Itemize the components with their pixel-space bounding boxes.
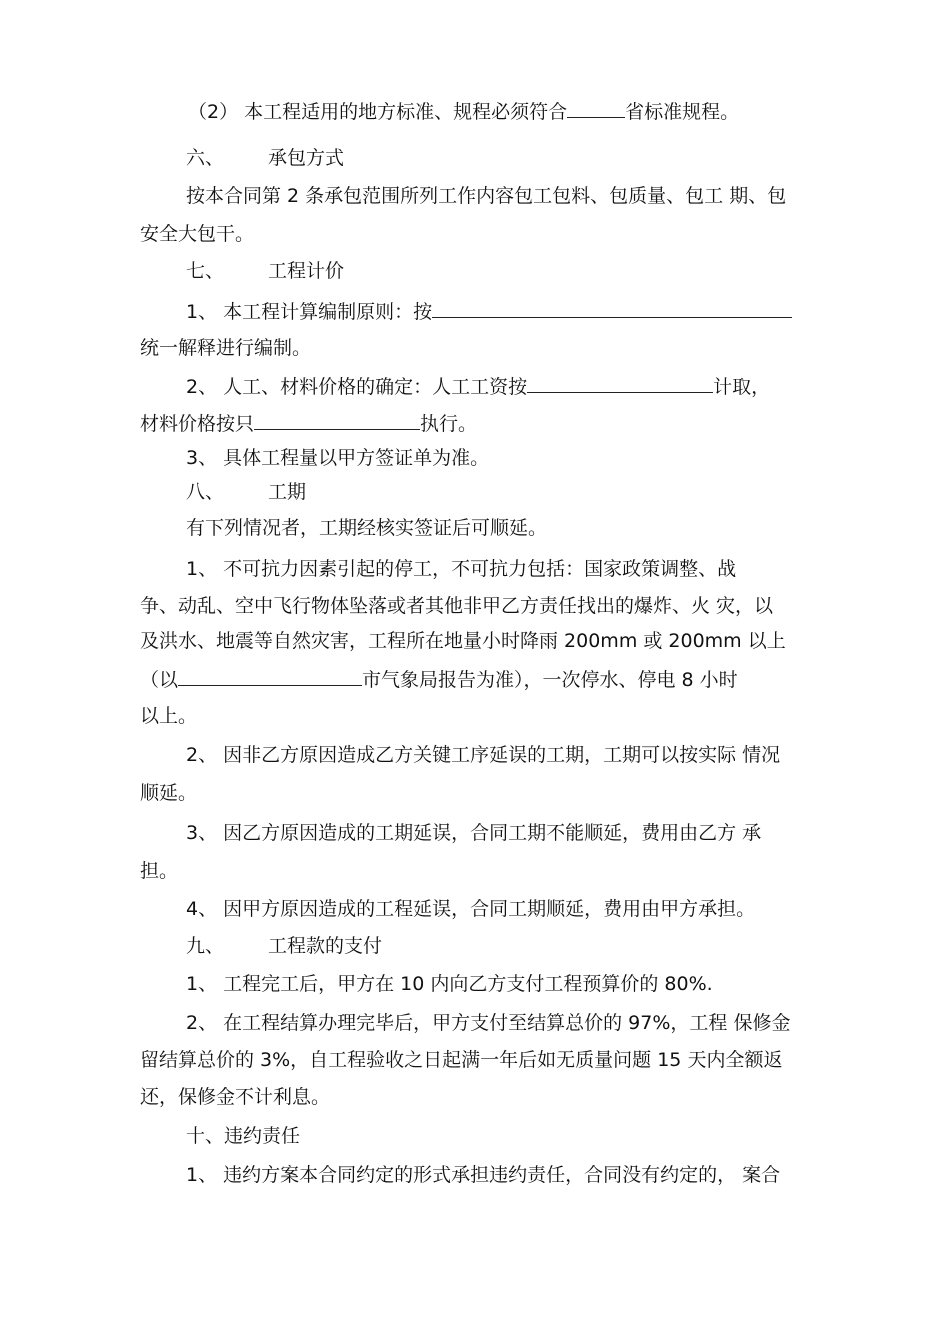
material-price-blank[interactable]	[254, 410, 420, 430]
pricing-clause-1: 1、 本工程计算编制原则：按	[186, 298, 792, 324]
payment-clause-2-line-3: 还，保修金不计利息。	[140, 1086, 331, 1108]
city-blank[interactable]	[178, 666, 362, 686]
pricing-clause-2-cont: 材料价格按只 执行。	[140, 410, 477, 436]
delay-clause-2-line-1: 2、 因非乙方原因造成乙方关键工序延误的工期，工期可以按实际 情况	[186, 744, 781, 766]
delay-clause-1-line-3: 及洪水、地震等自然灾害，工程所在地量小时降雨 200mm 或 200mm 以上	[140, 630, 786, 652]
pricing-clause-3: 3、 具体工程量以甲方签证单为准。	[186, 447, 490, 469]
payment-clause-2-line-2: 留结算总价的 3%，自工程验收之日起满一年后如无质量问题 15 天内全额返	[140, 1049, 783, 1071]
wage-blank[interactable]	[527, 373, 713, 393]
payment-clause-2-line-1: 2、 在工程结算办理完毕后，甲方支付至结算总价的 97%，工程 保修金	[186, 1012, 791, 1034]
section-7-heading: 七、 工程计价	[186, 260, 345, 282]
section-10-heading: 十、违约责任	[186, 1125, 301, 1147]
standards-clause: （2） 本工程适用的地方标准、规程必须符合 省标准规程。	[188, 98, 739, 124]
delay-clause-4: 4、 因甲方原因造成的工程延误，合同工期顺延，费用由甲方承担。	[186, 898, 756, 920]
section-6-text-line-1: 按本合同第 2 条承包范围所列工作内容包工包料、包质量、包工 期、包	[186, 185, 787, 207]
delay-clause-1-line-2: 争、动乱、空中飞行物体坠落或者其他非甲乙方责任找出的爆炸、火 灾，以	[140, 595, 774, 617]
section-6-heading: 六、 承包方式	[186, 147, 345, 169]
pricing-clause-2: 2、 人工、材料价格的确定：人工工资按 计取，	[186, 373, 770, 399]
delay-clause-3-line-2: 担。	[140, 860, 179, 882]
section-8-intro: 有下列情况者，工期经核实签证后可顺延。	[186, 517, 548, 539]
section-9-heading: 九、 工程款的支付	[186, 935, 383, 957]
delay-clause-3-line-1: 3、 因乙方原因造成的工期延误，合同工期不能顺延，费用由乙方 承	[186, 822, 762, 844]
delay-clause-1-line-5: 以上。	[140, 705, 198, 727]
province-blank[interactable]	[567, 98, 625, 118]
principle-blank[interactable]	[432, 298, 792, 318]
delay-clause-1-line-1: 1、 不可抗力因素引起的停工，不可抗力包括：国家政策调整、战	[186, 558, 737, 580]
delay-clause-2-line-2: 顺延。	[140, 782, 198, 804]
section-8-heading: 八、 工期	[186, 481, 307, 503]
pricing-clause-1-cont: 统一解释进行编制。	[140, 337, 312, 359]
section-6-text-line-2: 安全大包干。	[140, 223, 255, 245]
liability-clause-1: 1、 违约方案本合同约定的形式承担违约责任，合同没有约定的， 案合	[186, 1164, 781, 1186]
delay-clause-1-line-4: （以 市气象局报告为准），一次停水、停电 8 小时	[140, 666, 738, 692]
payment-clause-1: 1、 工程完工后，甲方在 10 内向乙方支付工程预算价的 80%.	[186, 973, 713, 995]
